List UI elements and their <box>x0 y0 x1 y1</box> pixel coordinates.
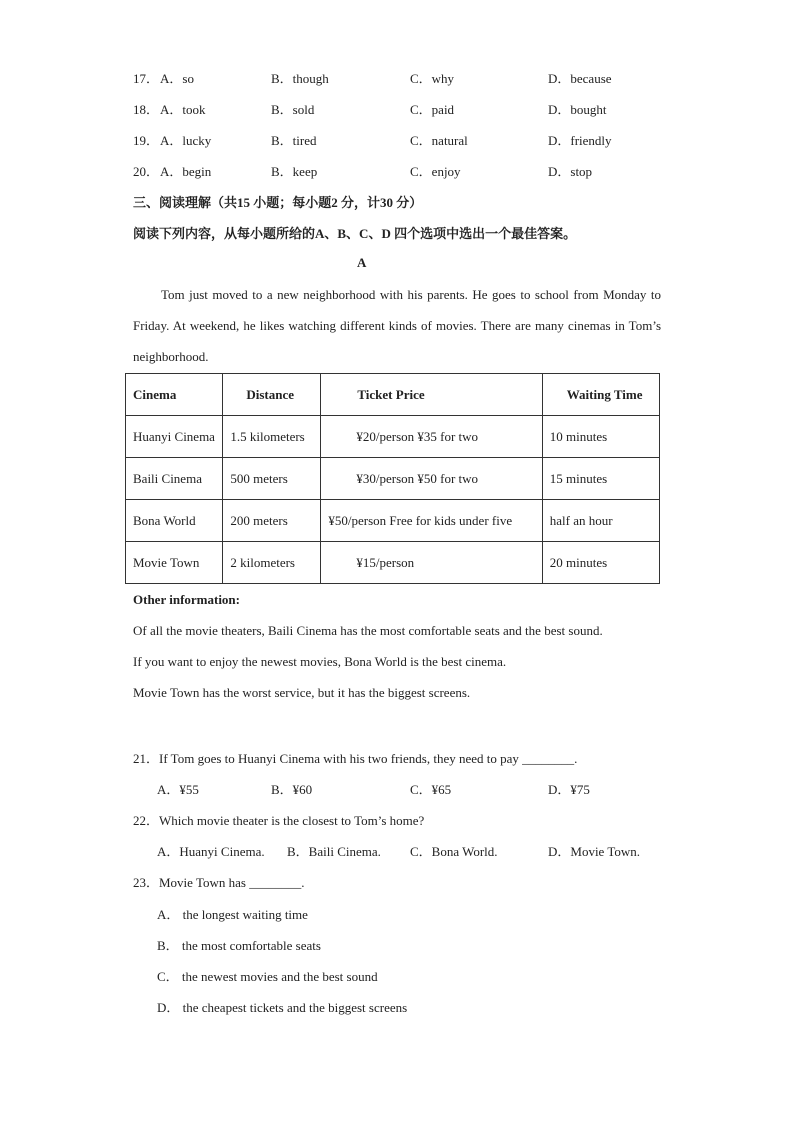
option-c: C．natural <box>410 133 468 148</box>
option-a: A． the longest waiting time <box>157 907 308 922</box>
cell-distance: 500 meters <box>223 458 321 500</box>
cell-waiting: half an hour <box>542 500 659 542</box>
cell-price: ¥20/person ¥35 for two <box>321 416 542 458</box>
other-info-title: Other information: <box>133 592 240 607</box>
header-waiting-time: Waiting Time <box>542 374 659 416</box>
cinema-table <box>125 373 660 584</box>
table-row <box>126 416 660 458</box>
option-b: B．Baili Cinema. <box>287 844 381 859</box>
option-d: D．friendly <box>548 133 612 148</box>
table-row <box>126 542 660 584</box>
question-21-options <box>133 779 693 799</box>
option-b: B．¥60 <box>271 782 313 797</box>
option-c: C．enjoy <box>410 164 461 179</box>
cell-cinema: Huanyi Cinema <box>126 416 223 458</box>
question-number: 18． <box>133 102 160 117</box>
question-20 <box>133 161 693 181</box>
option-c: C．¥65 <box>410 782 452 797</box>
cell-cinema: Baili Cinema <box>126 458 223 500</box>
cell-cinema: Bona World <box>126 500 223 542</box>
cell-distance: 2 kilometers <box>223 542 321 584</box>
cell-waiting: 15 minutes <box>542 458 659 500</box>
question-17 <box>133 68 693 88</box>
option-d: D．¥75 <box>548 782 590 797</box>
option-d: D．Movie Town. <box>548 844 641 859</box>
option-b: B．keep <box>271 164 318 179</box>
option-c: C．why <box>410 71 455 86</box>
question-21-stem: 21．If Tom goes to Huanyi Cinema with his two friends, they need to pay ________. <box>133 751 578 766</box>
section-instruction: 阅读下列内容，从每小题所给的A、B、C、D 四个选项中选出一个最佳答案。 <box>133 226 577 241</box>
question-number: 17． <box>133 71 160 86</box>
option-a: A．Huanyi Cinema. <box>157 844 265 859</box>
passage-label: A <box>357 255 367 270</box>
question-number: 19． <box>133 133 160 148</box>
header-distance: Distance <box>223 374 321 416</box>
question-18 <box>133 99 693 119</box>
cell-waiting: 20 minutes <box>542 542 659 584</box>
cell-distance: 1.5 kilometers <box>223 416 321 458</box>
header-ticket-price: Ticket Price <box>321 374 542 416</box>
option-b: B．tired <box>271 133 317 148</box>
option-d: D．bought <box>548 102 607 117</box>
question-23-stem: 23．Movie Town has ________. <box>133 875 305 890</box>
cell-waiting: 10 minutes <box>542 416 659 458</box>
option-a: A．took <box>160 102 206 117</box>
table-header-row <box>126 374 660 416</box>
cell-price: ¥15/person <box>321 542 542 584</box>
option-b: B． the most comfortable seats <box>157 938 321 953</box>
other-info-line: If you want to enjoy the newest movies, Bona World is the best cinema. <box>133 654 507 669</box>
passage-intro: Tom just moved to a new neighborhood with his parents. He goes to school from Monday to Friday. At weekend, he likes watching different kinds of movies. There are many cinemas in Tom’s neighborhood. <box>133 287 661 364</box>
header-cinema: Cinema <box>126 374 223 416</box>
question-22-stem: 22．Which movie theater is the closest to Tom’s home? <box>133 813 425 828</box>
other-info-line: Of all the movie theaters, Baili Cinema has the most comfortable seats and the best sound. <box>133 623 603 638</box>
option-c: C．paid <box>410 102 455 117</box>
question-22-options <box>133 841 693 861</box>
cell-price: ¥50/person Free for kids under five <box>321 500 542 542</box>
option-a: A．begin <box>160 164 212 179</box>
question-19 <box>133 130 693 150</box>
table-row <box>126 458 660 500</box>
table-row <box>126 500 660 542</box>
option-d: D．stop <box>548 164 593 179</box>
section-title: 三、阅读理解（共15 小题；每小题2 分，计30 分） <box>133 195 423 210</box>
option-d: D． the cheapest tickets and the biggest screens <box>157 1000 408 1015</box>
option-a: A．so <box>160 71 194 86</box>
option-c: C． the newest movies and the best sound <box>157 969 378 984</box>
option-a: A．¥55 <box>157 782 199 797</box>
option-c: C．Bona World. <box>410 844 498 859</box>
other-info-line: Movie Town has the worst service, but it has the biggest screens. <box>133 685 471 700</box>
cell-cinema: Movie Town <box>126 542 223 584</box>
question-number: 20． <box>133 164 160 179</box>
option-b: B．though <box>271 71 329 86</box>
cell-price: ¥30/person ¥50 for two <box>321 458 542 500</box>
option-a: A．lucky <box>160 133 212 148</box>
option-b: B．sold <box>271 102 315 117</box>
cell-distance: 200 meters <box>223 500 321 542</box>
option-d: D．because <box>548 71 612 86</box>
